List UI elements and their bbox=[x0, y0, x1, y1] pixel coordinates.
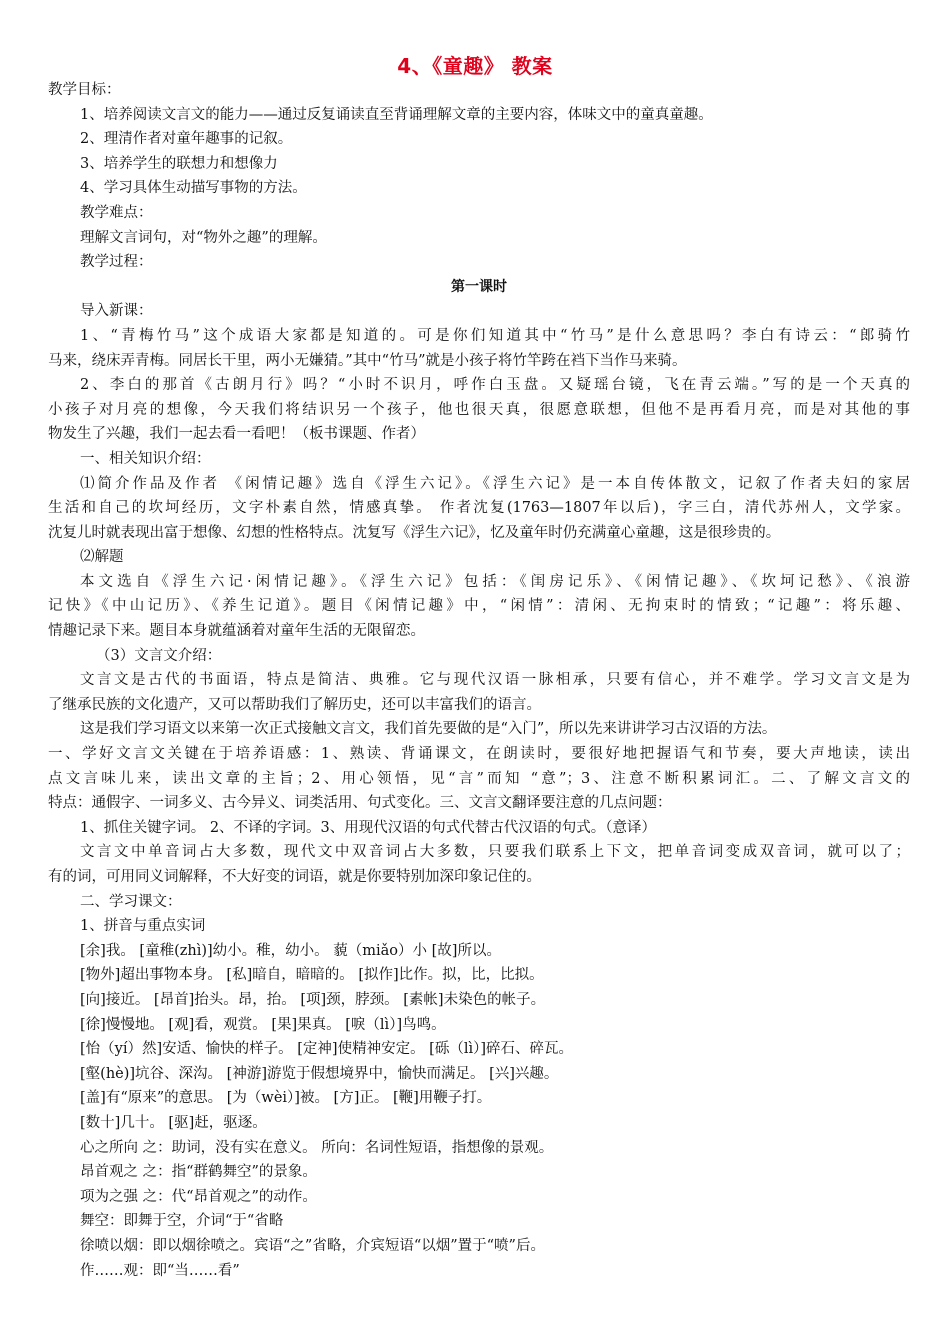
text-line: 二、学习课文： bbox=[80, 893, 182, 910]
text-line: [徐]慢慢地。 [观]看，观赏。 [果]果真。 [唳（lì）]鸟鸣。 bbox=[80, 1016, 446, 1033]
text-line: 教学过程： bbox=[80, 254, 153, 271]
text-line: 马来，绕床弄青梅。同居长干里，两小无嫌猜。”其中“竹马”就是小孩子将竹竿跨在裆下当作马来骑。 bbox=[48, 352, 687, 369]
text-line: 1、培养阅读文言文的能力——通过反复诵读直至背诵理解文章的主要内容，体味文中的童真童趣。 bbox=[80, 106, 713, 123]
text-line: [数十]几十。 [驱]赶，驱逐。 bbox=[80, 1114, 267, 1131]
text-line: 了继承民族的文化遗产，又可以帮助我们了解历史，还可以丰富我们的语言。 bbox=[48, 696, 541, 713]
text-line: 徐喷以烟：即以烟徐喷之。宾语“之”省略，介宾短语“以烟”置于“喷”后。 bbox=[80, 1237, 545, 1254]
document-body bbox=[48, 78, 910, 1283]
text-line: 1、抓住关键字词。 2、不译的字词。3、用现代汉语的句式代替古代汉语的句式。（意译） bbox=[80, 819, 657, 836]
text-line: [盖]有“原来”的意思。 [为（wèi）]被。 [方]正。 [鞭]用鞭子打。 bbox=[80, 1090, 492, 1107]
text-line: ⑴简介作品及作者 《闲情记趣》选自《浮生六记》。《浮生六记》是一本自传体散文，记叙了作者夫妇的家居 bbox=[80, 475, 910, 492]
text-line: [物外]超出事物本身。 [私]暗自，暗暗的。 [拟作]比作。拟，比，比拟。 bbox=[80, 967, 544, 984]
text-line: 1、“青梅竹马”这个成语大家都是知道的。可是你们知道其中“竹马”是什么意思吗？李白有诗云：“郎骑竹 bbox=[80, 327, 910, 344]
text-line: ⑵解题 bbox=[80, 549, 124, 566]
text-line: 心之所向 之：助词，没有实在意义。 所向：名词性短语，指想像的景观。 bbox=[80, 1139, 554, 1156]
text-line: 作……观：即“当……看” bbox=[80, 1262, 240, 1279]
text-line: 4、学习具体生动描写事物的方法。 bbox=[80, 180, 307, 197]
document-title: 4、《童趣》 教案 bbox=[397, 54, 553, 78]
text-line: 项为之强 之：代“昂首观之”的动作。 bbox=[80, 1188, 317, 1205]
text-line: 2、理清作者对童年趣事的记叙。 bbox=[80, 131, 293, 148]
text-line: 教学目标： bbox=[48, 82, 121, 98]
text-line: 舞空：即舞于空，介词“于“省略 bbox=[80, 1213, 284, 1230]
text-line: 本文选自《浮生六记·闲情记趣》。《浮生六记》包括：《闺房记乐》、《闲情记趣》、《坎坷记愁》、《浪游 bbox=[80, 573, 910, 590]
section-heading: 第一课时 bbox=[451, 278, 507, 295]
text-line: 理解文言词句，对“物外之趣”的理解。 bbox=[80, 229, 327, 246]
text-line: 这是我们学习语文以来第一次正式接触文言文，我们首先要做的是“入门”，所以先来讲讲学习古汉语的方法。 bbox=[80, 721, 777, 738]
text-line: 一、学好文言文关键在于培养语感：1、熟读、背诵课文，在朗读时，要很好地把握语气和节奏，要大声地读，读出 bbox=[48, 746, 910, 763]
text-line: 物发生了兴趣，我们一起去看一看吧！（板书课题、作者） bbox=[48, 426, 425, 443]
text-line: 特点：通假字、一词多义、古今异义、词类活用、句式变化。三、文言文翻译要注意的几点问题： bbox=[48, 795, 672, 812]
text-line: 点文言味儿来，读出文章的主旨；2、用心领悟，见“言”而知 “意”；3、注意不断积累词汇。二、了解文言文的 bbox=[48, 770, 910, 787]
text-line: [余]我。 [童稚(zhì)]幼小。稚，幼小。 藐（miǎo）小 [故]所以。 bbox=[80, 942, 501, 959]
text-line: [壑(hè)]坑谷、深沟。 [神游]游览于假想境界中，愉快而满足。 [兴]兴趣。 bbox=[80, 1065, 559, 1082]
text-line: 沈复儿时就表现出富于想像、幻想的性格特点。沈复写《浮生六记》，忆及童年时仍充满童心童趣，这是很珍贵的。 bbox=[48, 524, 781, 541]
text-line: 3、培养学生的联想力和想像力 bbox=[80, 155, 278, 172]
text-line: 生活和自己的坎坷经历，文字朴素自然，情感真挚。 作者沈复(1763—1807年以后)，字三白，清代苏州人，文学家。 bbox=[48, 500, 910, 517]
text-line: 有的词，可用同义词解释，不大好变的词语，就是你要特别加深印象记住的。 bbox=[48, 869, 541, 885]
text-line: 教学难点： bbox=[80, 204, 153, 221]
text-line: 文言文是古代的书面语，特点是简洁、典雅。它与现代汉语一脉相承，只要有信心，并不难学。学习文言文是为 bbox=[80, 672, 910, 689]
text-line: （3）文言文介绍： bbox=[96, 647, 222, 664]
text-line: 导入新课： bbox=[80, 303, 153, 320]
text-line: 小孩子对月亮的想像，今天我们将结识另一个孩子，他也很天真，很愿意联想，但他不是再看月亮，而是对其他的事 bbox=[48, 401, 910, 418]
text-line: 一、相关知识介绍： bbox=[80, 450, 211, 467]
text-line: 昂首观之 之：指“群鹤舞空”的景象。 bbox=[80, 1164, 317, 1181]
text-line: [怡（yí）然]安适、愉快的样子。 [定神]使精神安定。 [砾（lì）]碎石、碎瓦。 bbox=[80, 1041, 574, 1058]
text-line: 2、李白的那首《古朗月行》吗？“小时不识月，呼作白玉盘。又疑瑶台镜，飞在青云端。”写的是一个天真的 bbox=[80, 377, 910, 394]
text-line: [向]接近。 [昂首]抬头。昂，抬。 [项]颈，脖颈。 [素帐]未染色的帐子。 bbox=[80, 991, 546, 1008]
text-line: 文言文中单音词占大多数，现代文中双音词占大多数，只要我们联系上下文，把单音词变成双音词，就可以了； bbox=[80, 844, 910, 861]
text-line: 情趣记录下来。题目本身就蕴涵着对童年生活的无限留恋。 bbox=[48, 623, 425, 640]
text-line: 1、拼音与重点实词 bbox=[80, 918, 206, 935]
text-line: 记快》《中山记历》、《养生记道》。题目《闲情记趣》中，“闲情”：清闲、无拘束时的情致；“记趣”：将乐趣、 bbox=[48, 598, 910, 615]
